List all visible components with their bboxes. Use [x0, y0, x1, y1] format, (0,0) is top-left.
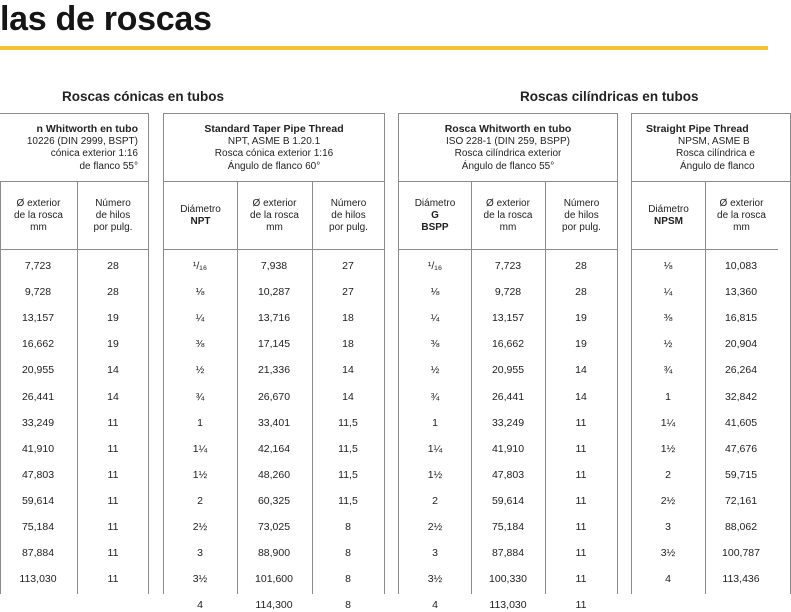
col-head-threads-per-inch: Número de hilos por pulg.	[77, 182, 149, 250]
table-npsm-angle: Ángulo de flanco	[680, 160, 755, 172]
table-npsm-cell: 47,676	[724, 442, 758, 455]
table-npsm-cell: 100,787	[722, 547, 760, 560]
table-bspt-cell: 16,662	[21, 338, 55, 351]
table-npt-cell: 7,938	[260, 260, 288, 272]
table-npt-header	[164, 114, 384, 182]
table-npt-cell: 8	[345, 573, 351, 586]
table-npsm-cell: 2½	[660, 494, 676, 507]
table-bspp-cell: 14	[575, 390, 587, 403]
table-npt-cell: 3½	[192, 573, 208, 586]
table-bspp-cell: 11	[575, 521, 587, 533]
table-npt-standard: NPT, ASME B 1.20.1	[227, 135, 321, 147]
table-npsm-cell: 20,904	[724, 338, 758, 351]
table-bspt-cell: 14	[107, 390, 119, 403]
table-npt-cell: 3	[197, 547, 203, 560]
group-header-conicas: Roscas cónicas en tubos	[62, 89, 225, 104]
table-npsm-cell: 88,062	[724, 521, 758, 533]
table-npt-cell: ⅜	[195, 338, 205, 351]
table-bspp-header	[399, 114, 617, 182]
table-npt-cell: 13,716	[257, 312, 291, 325]
table-npsm-cell: 41,605	[724, 416, 758, 429]
table-bspp-cell: 11	[575, 416, 587, 429]
table-npsm-standard: NPSM, ASME B	[678, 135, 750, 147]
table-npsm	[631, 113, 791, 594]
col-head-nominal-diameter: Diámetro G BSPP	[399, 182, 471, 250]
table-bspt-angle: de flanco 55°	[79, 160, 138, 172]
table-bspp-cell: 75,184	[491, 521, 525, 533]
table-bspp	[398, 113, 618, 612]
title-underline	[0, 46, 768, 50]
col-head-threads-per-inch: Número de hilos por pulg.	[312, 182, 385, 250]
table-npsm-name: Straight Pipe Thread	[646, 123, 749, 135]
table-bspt-cell: 11	[107, 494, 119, 507]
table-bspp-cell: 41,910	[491, 442, 525, 455]
table-bspp-cell: 19	[575, 338, 587, 351]
table-bspp-cell: 11	[575, 573, 587, 586]
table-npt-cell: 21,336	[257, 364, 291, 377]
table-npsm-cell: 1	[665, 390, 671, 403]
table-npt-cell: ½	[195, 364, 205, 377]
table-bspp-cell: 11	[575, 468, 587, 481]
table-npt-cell: 1¼	[192, 442, 208, 455]
table-bspp-cell: 100,330	[489, 573, 527, 586]
table-bspp-cell: 47,803	[491, 468, 525, 481]
table-npsm-cell: 2	[665, 468, 671, 481]
table-bspp-cell: 87,884	[491, 547, 525, 560]
table-bspp-cell: 28	[575, 260, 587, 272]
table-npsm-cell: 4	[665, 573, 671, 586]
page-title: las de roscas	[0, 0, 212, 38]
table-bspt-name: n Whitworth en tubo	[36, 123, 138, 135]
table-npsm-cell: 72,161	[724, 494, 758, 507]
table-bspt-cell: 28	[107, 286, 119, 299]
table-npt-cell: 27	[342, 286, 354, 299]
table-bspp-standard: ISO 228-1 (DIN 259, BSPP)	[446, 135, 570, 147]
table-bspp-cell: 11	[575, 442, 587, 455]
table-npt-cell: 11,5	[338, 416, 358, 429]
table-bspt-cell: 41,910	[21, 442, 55, 455]
table-npt-cell: 88,900	[257, 547, 291, 560]
table-bspt-cell: 11	[107, 521, 119, 533]
table-bspp-name: Rosca Whitworth en tubo	[444, 123, 572, 135]
table-npt-cell: 42,164	[257, 442, 291, 455]
table-npsm-cell: ⅜	[663, 312, 673, 325]
col-head-diameter-mm: Ø exterior de la rosca mm	[0, 182, 77, 250]
table-bspt-cell: 11	[107, 468, 119, 481]
col-head-diameter-mm: Ø exterior de la rosca mm	[471, 182, 545, 250]
table-npsm-cell: 3½	[660, 547, 676, 560]
table-npt-cell: 11,5	[338, 442, 358, 455]
table-npsm-cell: 113,436	[722, 573, 760, 586]
table-npsm-cell: ⅛	[663, 260, 673, 272]
table-npt-cell: ⅛	[195, 286, 205, 299]
table-bspp-cell: 1	[432, 416, 438, 429]
table-npsm-cell: 16,815	[724, 312, 758, 325]
table-npt-cell: 8	[345, 547, 351, 560]
table-bspp-cell: 9,728	[494, 286, 522, 299]
table-bspp-cell: ¹/₁₆	[427, 260, 443, 272]
table-bspt	[0, 113, 149, 594]
table-bspp-cell: 2	[432, 494, 438, 507]
table-bspp-cell: 4	[432, 599, 438, 612]
table-bspp-cell: 59,614	[491, 494, 525, 507]
table-npsm-cell: 13,360	[724, 286, 758, 299]
table-npt-cell: 14	[342, 364, 354, 377]
table-npt-cell: 18	[342, 338, 354, 351]
table-npt-cell: 8	[345, 521, 351, 533]
table-bspp-cell: 33,249	[491, 416, 525, 429]
table-npt-cell: 10,287	[257, 286, 291, 299]
table-npsm-header	[632, 114, 790, 182]
table-npsm-cell: 10,083	[724, 260, 758, 272]
table-bspt-cell: 87,884	[21, 547, 55, 560]
table-npt-cell: 114,300	[255, 599, 293, 612]
table-bspp-cell: 20,955	[491, 364, 525, 377]
table-bspp-cell: 26,441	[491, 390, 525, 403]
col-head-nominal-diameter: Diámetro NPT	[164, 182, 237, 250]
table-npt-type: Rosca cónica exterior 1:16	[214, 148, 334, 159]
table-bspp-cell: 19	[575, 312, 587, 325]
table-bspp-cell: 3	[432, 547, 438, 560]
table-bspt-cell: 47,803	[21, 468, 55, 481]
table-bspp-cell: 2½	[427, 521, 443, 533]
table-npt-cell: ¾	[195, 390, 205, 403]
table-npsm-cell: 1½	[660, 442, 676, 455]
table-bspt-cell: 11	[107, 416, 119, 429]
table-bspp-cell: 14	[575, 364, 587, 377]
table-bspt-cell: 14	[107, 364, 119, 377]
table-npsm-cell: 59,715	[724, 468, 758, 481]
table-npt-cell: 17,145	[257, 338, 291, 351]
table-bspt-cell: 75,184	[21, 521, 55, 533]
table-bspt-cell: 9,728	[24, 286, 52, 299]
table-bspt-cell: 59,614	[21, 494, 55, 507]
table-bspp-cell: 1¼	[427, 442, 443, 455]
table-bspp-cell: 13,157	[491, 312, 525, 325]
table-bspp-cell: ⅛	[430, 286, 440, 299]
table-npt-cell: 2½	[192, 521, 208, 533]
table-bspt-standard: 10226 (DIN 2999, BSPT)	[26, 135, 138, 147]
table-bspp-angle: Ángulo de flanco 55°	[461, 160, 555, 172]
table-npsm-cell: ¾	[663, 364, 673, 377]
table-npt-cell: 14	[342, 390, 354, 403]
table-bspp-cell: ½	[430, 364, 440, 377]
table-npt-cell: 11,5	[338, 468, 358, 481]
col-head-diameter-mm: Ø exterior de la rosca mm	[705, 182, 778, 250]
table-bspp-cell: 16,662	[491, 338, 525, 351]
table-npt-cell: 11,5	[338, 494, 358, 507]
table-npt-cell: 27	[342, 260, 354, 272]
table-bspp-cell: 7,723	[494, 260, 522, 272]
table-bspp-cell: 11	[575, 494, 587, 507]
table-bspp-cell: 11	[575, 547, 587, 560]
table-bspp-cell: 1½	[427, 468, 443, 481]
table-npt-cell: 33,401	[257, 416, 291, 429]
table-bspt-cell: 13,157	[21, 312, 55, 325]
table-bspp-cell: 3½	[427, 573, 443, 586]
table-bspt-cell: 19	[107, 312, 119, 325]
table-npt-cell: 2	[197, 494, 203, 507]
table-npt-cell: 101,600	[255, 573, 293, 586]
table-npt-cell: 1	[197, 416, 203, 429]
table-bspt-header	[0, 114, 148, 182]
col-head-threads-per-inch: Número de hilos por pulg.	[545, 182, 618, 250]
group-header-cilindricas: Roscas cilíndricas en tubos	[520, 89, 699, 104]
table-npsm-type: Rosca cilíndrica e	[676, 148, 755, 159]
table-bspt-cell: 113,030	[19, 573, 57, 586]
table-npt-name: Standard Taper Pipe Thread	[204, 123, 344, 135]
table-bspp-cell: 11	[575, 599, 587, 612]
table-bspt-type: cónica exterior 1:16	[50, 148, 138, 159]
table-npt-cell: 1½	[192, 468, 208, 481]
table-npsm-cell: ½	[663, 338, 673, 351]
table-npt-cell: ¼	[195, 312, 205, 325]
table-npt-cell: 4	[197, 599, 203, 612]
table-bspt-cell: 28	[107, 260, 119, 272]
table-bspt-cell: 11	[107, 573, 119, 586]
table-npt-cell: 60,325	[257, 494, 291, 507]
table-bspp-type: Rosca cilíndrica exterior	[454, 148, 562, 159]
table-bspt-cell: 20,955	[21, 364, 55, 377]
table-npsm-cell: 3	[665, 521, 671, 533]
table-npsm-cell: ¼	[663, 286, 673, 299]
table-npt-cell: 73,025	[257, 521, 291, 533]
table-npsm-cell: 1¼	[660, 416, 676, 429]
table-npt-cell: 48,260	[257, 468, 291, 481]
table-bspp-cell: 28	[575, 286, 587, 299]
table-bspt-cell: 11	[107, 547, 119, 560]
table-bspp-cell: 113,030	[489, 599, 527, 612]
table-npsm-cell: 32,842	[724, 390, 758, 403]
table-npsm-cell: 26,264	[724, 364, 758, 377]
table-npt-angle: Ángulo de flanco 60°	[227, 160, 321, 172]
table-bspt-cell: 11	[107, 442, 119, 455]
table-bspt-cell: 33,249	[21, 416, 55, 429]
table-bspp-cell: ¾	[430, 390, 440, 403]
table-bspp-cell: ¼	[430, 312, 440, 325]
table-bspt-cell: 7,723	[24, 260, 52, 272]
table-npt-cell: 8	[345, 599, 351, 612]
table-npt-cell: 26,670	[257, 390, 291, 403]
table-npt	[163, 113, 385, 612]
col-head-nominal-diameter: Diámetro NPSM	[632, 182, 705, 250]
col-head-diameter-mm: Ø exterior de la rosca mm	[237, 182, 312, 250]
table-npt-cell: 18	[342, 312, 354, 325]
table-bspt-cell: 26,441	[21, 390, 55, 403]
table-bspp-cell: ⅜	[430, 338, 440, 351]
table-npt-cell: ¹/₁₆	[192, 260, 208, 272]
table-bspt-cell: 19	[107, 338, 119, 351]
